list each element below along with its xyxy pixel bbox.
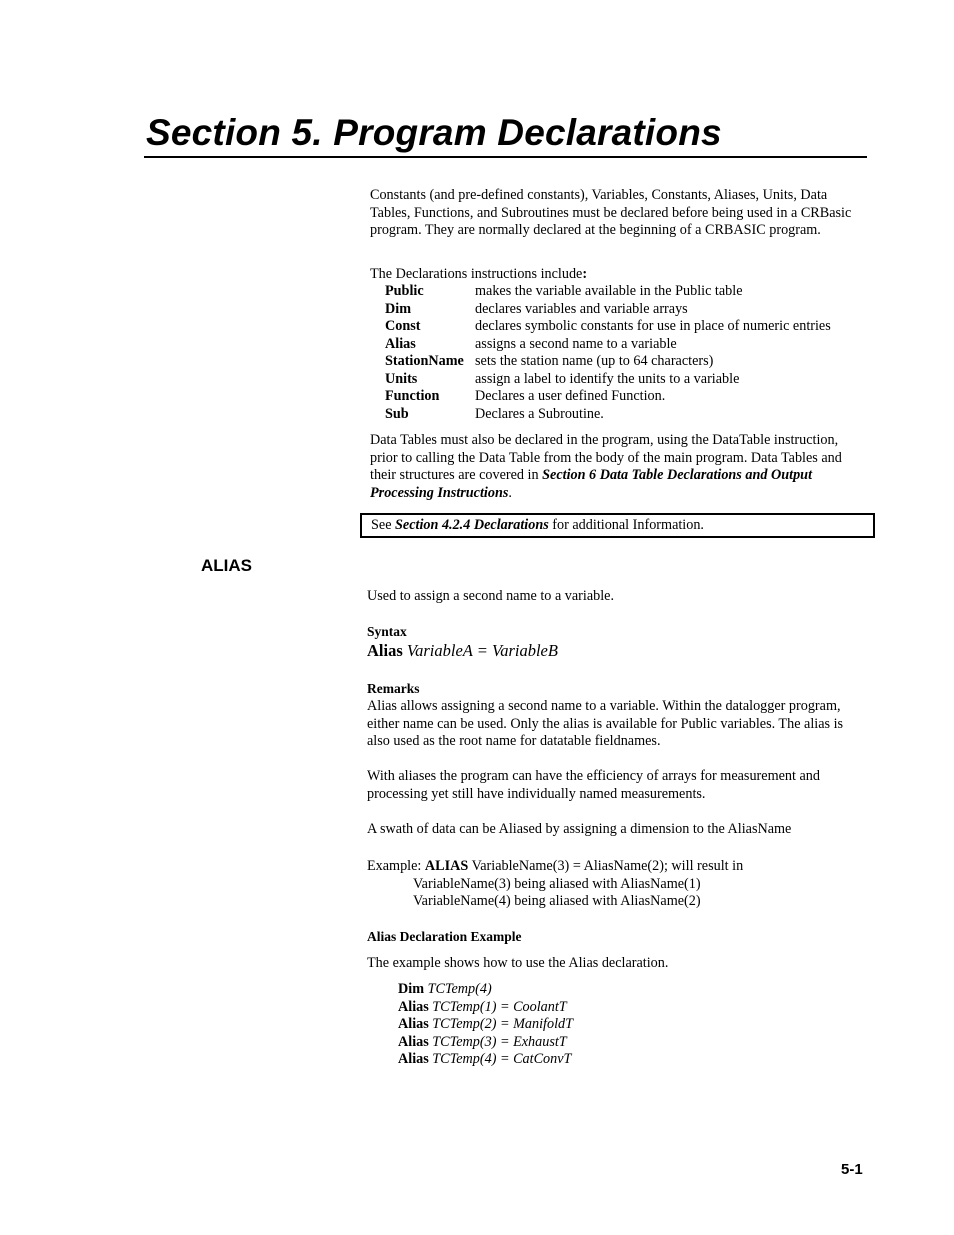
code-keyword: Dim [398, 981, 425, 997]
example-result-line: VariableName(4) being aliased with AliasName(2) [413, 893, 701, 909]
example-line [367, 858, 743, 876]
datatable-end: . [508, 484, 512, 501]
code-keyword: Alias [398, 1016, 429, 1032]
declaration-row [385, 406, 831, 424]
declaration-example-label: Alias Declaration Example [367, 929, 522, 944]
alias-heading: ALIAS [201, 556, 252, 575]
declaration-term: Const [385, 318, 421, 334]
see-also-reference: Section 4.2.4 Declarations [395, 517, 549, 533]
intro-paragraph: Constants (and pre-defined constants), Variables, Constants, Aliases, Units, Data Tables, Functions, and Subroutines must be declared before being used in a CRBasic program. They are normally declared at the beginning of a CRBASIC program. [370, 187, 852, 238]
code-example [398, 981, 573, 1069]
declaration-desc: Declares a user defined Function. [475, 388, 666, 404]
syntax-line [367, 641, 558, 661]
declaration-desc: Declares a Subroutine. [475, 405, 604, 422]
declaration-row [385, 336, 831, 354]
declaration-desc: makes the variable available in the Public table [475, 283, 743, 299]
page-number: 5-1 [841, 1161, 863, 1178]
declaration-term: Function [385, 388, 440, 404]
code-line [398, 981, 573, 999]
declaration-term: Public [385, 283, 424, 299]
declarations-intro-text: The Declarations instructions include [370, 266, 583, 282]
declaration-row [385, 353, 831, 371]
alias-description: Used to assign a second name to a variable. [367, 588, 615, 604]
syntax-keyword: Alias [367, 641, 403, 660]
example-description: The example shows how to use the Alias declaration. [367, 955, 669, 971]
see-also-prefix: See [371, 517, 396, 533]
code-line [398, 1051, 573, 1069]
code-line [398, 1034, 573, 1052]
declaration-desc: declares variables and variable arrays [475, 300, 688, 317]
declaration-row [385, 371, 831, 389]
declaration-desc: assign a label to identify the units to a variable [475, 370, 740, 387]
datatable-section-reference: Section 6 Data Table Declarations and Output Processing Instructions [370, 467, 813, 501]
declaration-desc: assigns a second name to a variable [475, 335, 677, 352]
see-also-suffix: for additional Information. [548, 517, 704, 533]
declarations-table [385, 283, 831, 423]
example-prefix: Example: [367, 858, 425, 874]
title-rule [144, 156, 867, 158]
declaration-row [385, 283, 831, 301]
declaration-desc: sets the station name (up to 64 characters) [475, 353, 714, 369]
declaration-desc: declares symbolic constants for use in place of numeric entries [475, 318, 831, 334]
declaration-term: Alias [385, 335, 416, 352]
declarations-intro [370, 266, 587, 284]
aliases-paragraph: With aliases the program can have the efficiency of arrays for measurement and processing yet still have individually named measurements. [367, 768, 820, 802]
code-keyword: Alias [398, 1033, 429, 1050]
datatable-paragraph [370, 432, 865, 502]
declaration-row [385, 318, 831, 336]
swath-paragraph: A swath of data can be Aliased by assigning a dimension to the AliasName [367, 821, 792, 837]
declaration-term: Sub [385, 405, 409, 422]
syntax-arguments: VariableA = VariableB [406, 641, 558, 660]
code-args: TCTemp(3) = ExhaustT [432, 1033, 567, 1050]
example-result-line: VariableName(3) being aliased with AliasName(1) [413, 875, 701, 892]
example-rest: VariableName(3) = AliasName(2); will result in [468, 858, 744, 874]
code-line [398, 1016, 573, 1034]
declarations-intro-colon: : [582, 266, 588, 282]
declaration-term: Dim [385, 300, 412, 317]
code-line [398, 999, 573, 1017]
section-title: Section 5. Program Declarations [146, 112, 722, 153]
code-args: TCTemp(4) = CatConvT [432, 1051, 572, 1067]
code-args: TCTemp(4) [427, 981, 492, 997]
see-also-text [371, 517, 704, 535]
code-args: TCTemp(1) = CoolantT [432, 998, 567, 1015]
see-also-box [360, 513, 875, 538]
datatable-text: Data Tables must also be declared in the program, using the DataTable instruction, prior to calling the Data Table from the body of the main program. Data Tables and their structures are covered in [370, 432, 842, 483]
code-keyword: Alias [398, 998, 429, 1015]
example-keyword: ALIAS [424, 858, 469, 874]
code-keyword: Alias [398, 1051, 429, 1067]
declaration-row [385, 301, 831, 319]
remarks-label: Remarks [367, 681, 420, 696]
example-block [367, 858, 743, 911]
syntax-label: Syntax [367, 624, 407, 639]
declaration-term: Units [385, 370, 418, 387]
code-args: TCTemp(2) = ManifoldT [432, 1016, 573, 1032]
declaration-row [385, 388, 831, 406]
remarks-paragraph: Alias allows assigning a second name to a variable. Within the datalogger program, either name can be used. Only the alias is available for Public variables. The alias is also used as the root name for datatable fieldnames. [367, 698, 844, 749]
declaration-term: StationName [385, 353, 464, 369]
